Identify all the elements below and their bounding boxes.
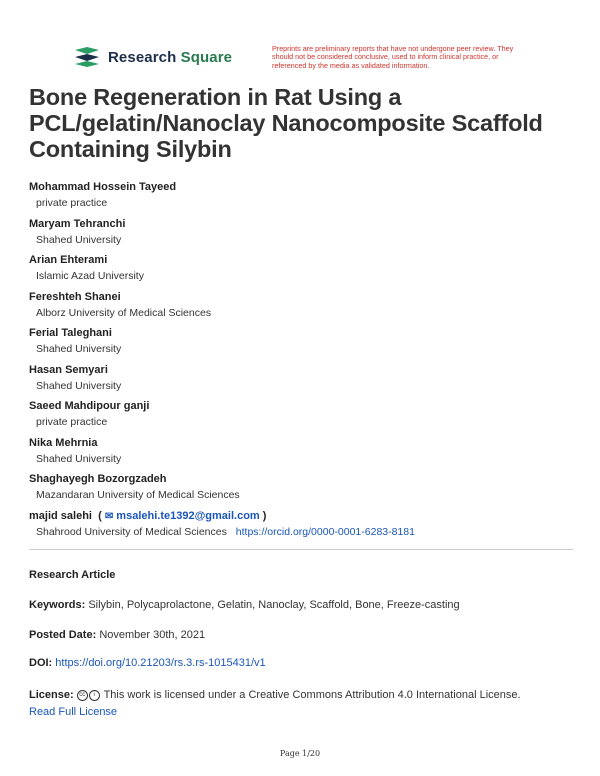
author-name[interactable]: Maryam Tehranchi <box>29 217 126 230</box>
section-divider <box>29 549 573 550</box>
doi-label: DOI: <box>29 657 53 669</box>
keywords-line <box>29 599 460 611</box>
author-name[interactable]: Nika Mehrnia <box>29 436 98 449</box>
author-affiliation: Islamic Azad University <box>36 270 144 282</box>
author-affiliation: Alborz University of Medical Sciences <box>36 306 212 319</box>
author-entry <box>29 253 589 290</box>
email-open-paren: ( <box>95 509 102 522</box>
author-entry <box>29 180 589 217</box>
author-entry <box>29 363 589 400</box>
author-name[interactable]: Mohammad Hossein Tayeed <box>29 181 177 193</box>
posted-date-value: November 30th, 2021 <box>99 629 206 641</box>
email-close-paren: ) <box>262 509 267 522</box>
attribution-icon: i <box>89 690 100 701</box>
author-name[interactable]: Saeed Mahdipour ganji <box>29 400 150 412</box>
research-square-logo-icon <box>74 46 100 68</box>
author-name[interactable]: Fereshteh Shanei <box>29 290 121 303</box>
author-entry <box>29 290 589 327</box>
posted-date-line <box>29 629 205 641</box>
keywords-label: Keywords: <box>29 599 86 611</box>
author-entry <box>29 436 589 473</box>
author-affiliation: Shahed University <box>36 343 122 355</box>
envelope-icon: ✉ <box>104 510 114 522</box>
author-name[interactable]: Hasan Semyari <box>29 363 108 376</box>
posted-date-label: Posted Date: <box>29 629 97 641</box>
author-affiliation: Shahed University <box>36 452 122 465</box>
article-type: Research Article <box>29 569 116 581</box>
author-entry <box>29 472 589 509</box>
doi-line <box>29 657 266 669</box>
author-list <box>29 180 589 545</box>
corresponding-author <box>29 509 589 546</box>
author-affiliation: private practice <box>36 197 108 209</box>
author-affiliation: Shahrood University of Medical Sciences <box>36 525 227 538</box>
author-affiliation: Mazandaran University of Medical Sciences <box>36 489 240 501</box>
license-block <box>29 687 521 721</box>
doi-link[interactable]: https://doi.org/10.21203/rs.3.rs-1015431/v1 <box>55 657 266 669</box>
author-entry <box>29 217 589 254</box>
author-email-link[interactable]: msalehi.te1392@gmail.com <box>116 509 260 522</box>
read-full-license-link[interactable]: Read Full License <box>29 706 118 718</box>
author-name[interactable]: Arian Ehterami <box>29 254 108 266</box>
logo-text <box>108 49 232 66</box>
creative-commons-icon: cc <box>77 690 88 701</box>
keywords-value: Silybin, Polycaprolactone, Gelatin, Nanoclay, Scaffold, Bone, Freeze-casting <box>88 599 460 611</box>
author-name[interactable]: majid salehi <box>29 509 92 522</box>
corresponding-affiliation-line <box>29 525 589 546</box>
author-affiliation: Shahed University <box>36 379 122 392</box>
preprint-notice: Preprints are preliminary reports that have not undergone peer review. They should not be considered conclusive, used to inform clinical practice, or referenced by the media as validated information. <box>272 44 514 70</box>
logo-text-research: Research <box>108 48 177 66</box>
author-entry <box>29 326 589 363</box>
author-affiliation: Shahed University <box>36 233 122 246</box>
research-square-logo[interactable] <box>74 46 232 68</box>
author-affiliation: private practice <box>36 416 108 428</box>
logo-text-square: Square <box>180 48 233 66</box>
author-entry <box>29 399 589 436</box>
license-label: License: <box>29 689 74 701</box>
author-name[interactable]: Ferial Taleghani <box>29 327 112 339</box>
paper-title: Bone Regeneration in Rat Using a PCL/gelatin/Nanoclay Nanocomposite Scaffold Containing Silybin <box>29 84 543 162</box>
author-name[interactable]: Shaghayegh Bozorgzadeh <box>29 473 167 485</box>
corresponding-author-line <box>29 509 589 525</box>
orcid-link[interactable]: https://orcid.org/0000-0001-6283-8181 <box>235 525 415 538</box>
license-text: This work is licensed under a Creative Commons Attribution 4.0 International License. <box>103 689 521 701</box>
page-number: Page 1/20 <box>279 749 321 758</box>
